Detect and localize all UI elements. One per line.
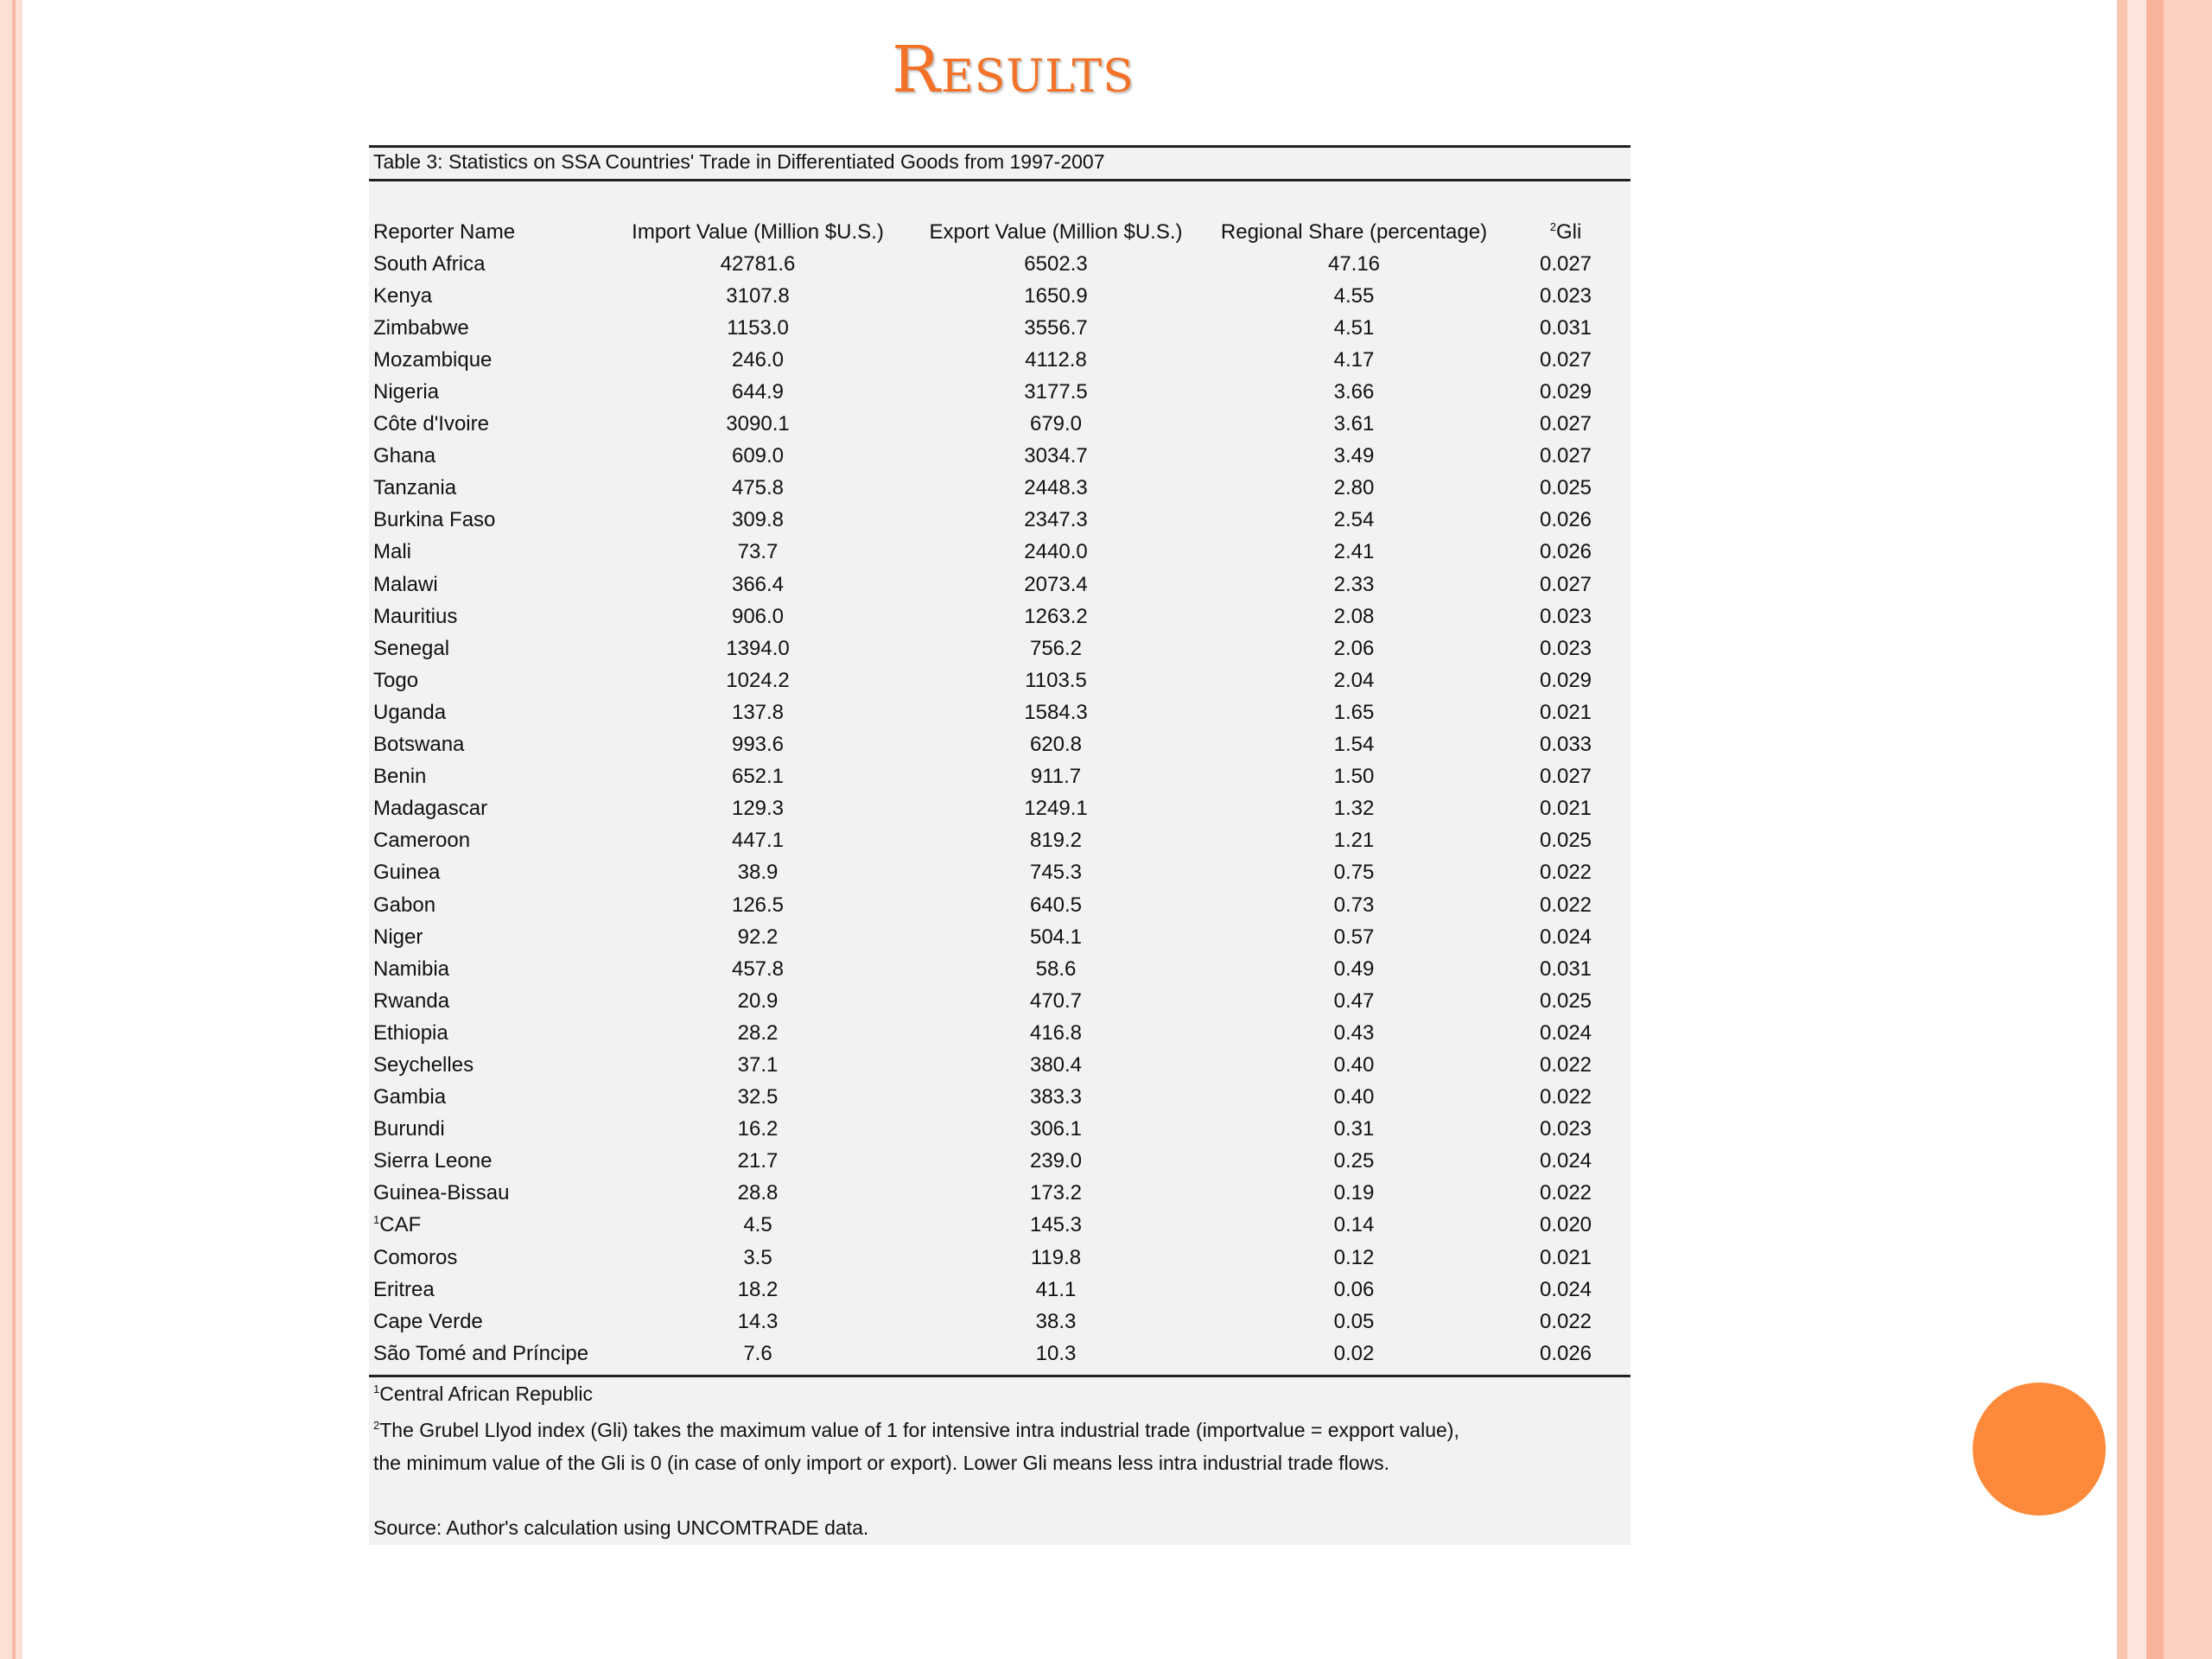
cell-reporter-name [369,729,615,761]
reporter-name-text: Madagascar [373,797,488,821]
cell-regional-share: 0.12 [1333,1245,1375,1269]
cell-regional-share: 0.75 [1333,861,1375,885]
cell-import-value: 16.2 [737,1117,779,1141]
cell-export-value: 239.0 [1029,1149,1083,1173]
cell-export-value: 383.3 [1029,1085,1083,1109]
reporter-name-text: Burkina Faso [373,508,496,532]
reporter-name-text: Eritrea [373,1277,435,1301]
cell-gli: 0.021 [1539,797,1592,821]
cell-reporter-name [369,1338,615,1370]
cell-reporter-name [369,857,615,889]
cell-import-value: 475.8 [731,476,785,500]
cell-regional-share: 3.61 [1333,412,1375,436]
cell-reporter-name [369,985,615,1017]
cell-export-value: 2073.4 [1024,572,1088,596]
reporter-name-text: Senegal [373,636,450,660]
table-row [369,537,1635,569]
cell-import-value: 21.7 [737,1149,779,1173]
cell-gli: 0.024 [1539,1149,1592,1173]
cell-regional-share: 0.05 [1333,1309,1375,1333]
cell-regional-share: 3.49 [1333,444,1375,468]
table-caption: Table 3: Statistics on SSA Countries' Trade in Differentiated Goods from 1997-2007 [373,150,1105,173]
reporter-name-text: Cape Verde [373,1309,483,1333]
cell-gli: 0.026 [1539,1341,1592,1365]
cell-import-value: 993.6 [731,733,785,757]
reporter-name-text: Côte d'Ivoire [373,412,489,436]
table-body [369,248,1635,1370]
cell-import-value: 7.6 [743,1341,772,1365]
cell-gli: 0.024 [1539,925,1592,949]
cell-reporter-name [369,1274,615,1306]
cell-reporter-name [369,696,615,728]
footnote-2-line-2: the minimum value of the Gli is 0 (in case of only import or export). Lower Gli means less intra industrial trade flows. [373,1452,1390,1474]
reporter-name-text: Benin [373,765,427,789]
cell-export-value: 416.8 [1029,1020,1083,1045]
table-row [369,248,1635,280]
table-row [369,1114,1635,1146]
cell-import-value: 609.0 [731,444,785,468]
reporter-name-text: Malawi [373,572,438,596]
cell-reporter-name [369,1210,615,1242]
table-row [369,664,1635,696]
cell-import-value: 3090.1 [726,412,790,436]
cell-export-value: 640.5 [1029,893,1083,917]
cell-reporter-name [369,376,615,408]
table-row [369,1017,1635,1049]
cell-regional-share: 0.43 [1333,1020,1375,1045]
table-row [369,1178,1635,1210]
cell-import-value: 457.8 [731,957,785,981]
table-row [369,696,1635,728]
cell-import-value: 4.5 [743,1213,772,1237]
table-row [369,761,1635,793]
cell-import-value: 92.2 [737,925,779,949]
cell-reporter-name [369,1114,615,1146]
cell-gli: 0.027 [1539,444,1592,468]
table-row [369,569,1635,601]
reporter-name-text: Guinea-Bissau [373,1181,510,1205]
table-header-row [369,216,1635,248]
table-row [369,985,1635,1017]
table-row [369,1274,1635,1306]
cell-import-value: 73.7 [737,540,779,564]
header-gli-label: Gli [1555,219,1582,244]
table-row [369,889,1635,921]
cell-reporter-name [369,761,615,793]
cell-gli: 0.027 [1539,347,1592,372]
cell-gli: 0.025 [1539,988,1592,1013]
cell-regional-share: 0.31 [1333,1117,1375,1141]
cell-reporter-name [369,505,615,537]
cell-import-value: 28.8 [737,1181,779,1205]
cell-import-value: 14.3 [737,1309,779,1333]
table-row [369,473,1635,505]
cell-export-value: 1650.9 [1024,283,1088,308]
cell-export-value: 756.2 [1029,636,1083,660]
right-border-stripe-1 [2117,0,2127,1659]
cell-gli: 0.023 [1539,636,1592,660]
header-gli-footnote-mark: 2 [1549,219,1556,233]
cell-reporter-name [369,1306,615,1338]
table-row [369,441,1635,473]
cell-export-value: 3177.5 [1024,380,1088,404]
cell-regional-share: 1.32 [1333,797,1375,821]
cell-import-value: 38.9 [737,861,779,885]
table-row [369,1242,1635,1274]
cell-export-value: 58.6 [1035,957,1077,981]
cell-export-value: 10.3 [1035,1341,1077,1365]
cell-import-value: 32.5 [737,1085,779,1109]
table-row [369,793,1635,825]
cell-import-value: 906.0 [731,604,785,628]
cell-import-value: 447.1 [731,829,785,853]
reporter-name-text: Nigeria [373,380,440,404]
cell-gli: 0.022 [1539,1181,1592,1205]
reporter-name-text: Ethiopia [373,1020,448,1045]
reporter-name-text: CAF [379,1213,422,1237]
table-row [369,825,1635,857]
cell-regional-share: 47.16 [1327,251,1381,276]
cell-regional-share: 0.73 [1333,893,1375,917]
header-gli [1497,216,1635,248]
cell-gli: 0.026 [1539,508,1592,532]
cell-gli: 0.033 [1539,733,1592,757]
cell-export-value: 745.3 [1029,861,1083,885]
cell-reporter-name [369,1017,615,1049]
cell-import-value: 3107.8 [726,283,790,308]
cell-gli: 0.023 [1539,604,1592,628]
cell-export-value: 380.4 [1029,1052,1083,1077]
cell-export-value: 819.2 [1029,829,1083,853]
cell-regional-share: 0.02 [1333,1341,1375,1365]
cell-reporter-name [369,825,615,857]
reporter-name-text: Mali [373,540,412,564]
cell-gli: 0.027 [1539,251,1592,276]
reporter-name-text: Namibia [373,957,450,981]
cell-import-value: 18.2 [737,1277,779,1301]
table-row [369,729,1635,761]
cell-reporter-name [369,889,615,921]
cell-gli: 0.027 [1539,765,1592,789]
reporter-name-text: Gambia [373,1085,447,1109]
cell-reporter-name [369,1146,615,1178]
cell-reporter-name [369,793,615,825]
cell-export-value: 119.8 [1030,1245,1082,1269]
cell-reporter-name [369,632,615,664]
cell-reporter-name [369,473,615,505]
reporter-name-text: Tanzania [373,476,457,500]
cell-gli: 0.029 [1539,668,1592,692]
slide-title: Results [892,33,1135,107]
cell-import-value: 1024.2 [726,668,790,692]
cell-reporter-name [369,248,615,280]
cell-regional-share: 4.51 [1333,315,1375,340]
cell-regional-share: 2.54 [1333,508,1375,532]
cell-import-value: 28.2 [737,1020,779,1045]
cell-export-value: 3556.7 [1024,315,1088,340]
table-bottom-rule [369,1375,1630,1377]
cell-export-value: 1249.1 [1024,797,1088,821]
cell-import-value: 1394.0 [726,636,790,660]
reporter-name-text: Burundi [373,1117,445,1141]
footnote-2-line-1 [373,1419,1459,1442]
cell-export-value: 1584.3 [1024,700,1088,724]
cell-export-value: 41.1 [1035,1277,1077,1301]
cell-export-value: 2440.0 [1024,540,1088,564]
cell-export-value: 2347.3 [1024,508,1088,532]
footnote-2-mark: 2 [373,1419,380,1432]
table-row [369,1049,1635,1081]
cell-reporter-name [369,953,615,985]
cell-gli: 0.029 [1539,380,1592,404]
reporter-name-text: Mozambique [373,347,493,372]
cell-regional-share: 1.54 [1333,733,1375,757]
cell-gli: 0.021 [1539,700,1592,724]
caption-bottom-rule [369,179,1630,181]
reporter-name-text: Sierra Leone [373,1149,493,1173]
cell-regional-share: 2.08 [1333,604,1375,628]
reporter-name-text: South Africa [373,251,486,276]
table-row [369,505,1635,537]
decorative-orange-circle [1973,1382,2106,1516]
table-row [369,857,1635,889]
table-row [369,344,1635,376]
reporter-name-text: Cameroon [373,829,471,853]
cell-regional-share: 2.33 [1333,572,1375,596]
cell-reporter-name [369,312,615,344]
cell-import-value: 246.0 [731,347,785,372]
reporter-name-text: Togo [373,668,419,692]
cell-reporter-name [369,441,615,473]
reporter-name-text: São Tomé and Príncipe [373,1341,589,1365]
right-border-stripe-2 [2127,0,2146,1659]
cell-regional-share: 2.06 [1333,636,1375,660]
cell-export-value: 173.2 [1029,1181,1083,1205]
table-row [369,1306,1635,1338]
cell-gli: 0.031 [1539,315,1592,340]
cell-gli: 0.031 [1539,957,1592,981]
cell-reporter-name [369,664,615,696]
table-row [369,632,1635,664]
table-row [369,280,1635,312]
table-row [369,1338,1635,1370]
cell-import-value: 126.5 [731,893,785,917]
cell-gli: 0.022 [1539,1052,1592,1077]
cell-reporter-name [369,344,615,376]
cell-gli: 0.024 [1539,1277,1592,1301]
cell-regional-share: 0.40 [1333,1085,1375,1109]
cell-export-value: 1103.5 [1025,668,1087,692]
reporter-name-text: Botswana [373,733,465,757]
cell-export-value: 145.3 [1029,1213,1083,1237]
table-row [369,1082,1635,1114]
cell-regional-share: 2.80 [1333,476,1375,500]
cell-regional-share: 1.21 [1333,829,1375,853]
cell-reporter-name [369,601,615,632]
cell-reporter-name [369,280,615,312]
cell-gli: 0.022 [1539,1085,1592,1109]
cell-reporter-name [369,1082,615,1114]
cell-import-value: 129.3 [731,797,785,821]
cell-import-value: 20.9 [737,988,779,1013]
cell-regional-share: 2.41 [1333,540,1375,564]
reporter-name-text: Gabon [373,893,436,917]
cell-regional-share: 1.65 [1333,700,1375,724]
cell-import-value: 1153.0 [727,315,789,340]
cell-reporter-name [369,1242,615,1274]
cell-export-value: 2448.3 [1024,476,1088,500]
cell-reporter-name [369,409,615,441]
cell-regional-share: 3.66 [1333,380,1375,404]
table-row [369,409,1635,441]
cell-regional-share: 0.25 [1333,1149,1375,1173]
cell-export-value: 620.8 [1029,733,1083,757]
cell-export-value: 38.3 [1035,1309,1077,1333]
cell-import-value: 652.1 [731,765,785,789]
trade-statistics-table [369,216,1635,1370]
cell-import-value: 37.1 [737,1052,779,1077]
cell-gli: 0.022 [1539,1309,1592,1333]
table-row [369,921,1635,953]
table-top-rule [369,145,1630,148]
footnote-2-text-1: The Grubel Llyod index (Gli) takes the maximum value of 1 for intensive intra industrial trade (importvalue = expport value), [379,1419,1459,1441]
reporter-name-text: Kenya [373,283,433,308]
left-border-stripe [0,0,22,1659]
cell-regional-share: 0.06 [1333,1277,1375,1301]
reporter-name-text: Rwanda [373,988,450,1013]
cell-regional-share: 4.55 [1333,283,1375,308]
footnote-1 [373,1382,593,1406]
table-row [369,1210,1635,1242]
cell-import-value: 366.4 [731,572,785,596]
left-border-line [12,0,16,1659]
reporter-name-text: Guinea [373,861,441,885]
cell-gli: 0.027 [1539,412,1592,436]
table-row [369,1146,1635,1178]
cell-import-value: 42781.6 [720,251,796,276]
header-export-value: Export Value (Million $U.S.) [929,219,1183,244]
cell-regional-share: 4.17 [1333,347,1375,372]
cell-regional-share: 2.04 [1333,668,1375,692]
cell-regional-share: 1.50 [1333,765,1375,789]
cell-import-value: 644.9 [731,380,785,404]
cell-regional-share: 0.19 [1333,1181,1375,1205]
footnote-1-mark: 1 [373,1382,380,1395]
cell-gli: 0.023 [1539,1117,1592,1141]
cell-reporter-name [369,569,615,601]
cell-regional-share: 0.14 [1333,1213,1375,1237]
cell-gli: 0.025 [1539,476,1592,500]
table-row [369,953,1635,985]
table-row [369,376,1635,408]
reporter-name-text: Comoros [373,1245,458,1269]
cell-export-value: 4112.8 [1025,347,1087,372]
cell-regional-share: 0.40 [1333,1052,1375,1077]
cell-gli: 0.022 [1539,861,1592,885]
cell-export-value: 6502.3 [1024,251,1088,276]
cell-gli: 0.024 [1539,1020,1592,1045]
header-regional-share: Regional Share (percentage) [1220,219,1488,244]
header-reporter-name: Reporter Name [373,219,516,244]
footnote-1-text: Central African Republic [379,1382,593,1405]
table-row [369,312,1635,344]
cell-regional-share: 0.49 [1333,957,1375,981]
reporter-name-text: Seychelles [373,1052,474,1077]
cell-import-value: 309.8 [731,508,785,532]
cell-reporter-name [369,1178,615,1210]
reporter-name-text: Ghana [373,444,436,468]
cell-export-value: 504.1 [1029,925,1083,949]
cell-regional-share: 0.47 [1333,988,1375,1013]
cell-gli: 0.023 [1539,283,1592,308]
cell-import-value: 3.5 [743,1245,772,1269]
right-border-stripe-3 [2146,0,2164,1659]
reporter-name-text: Niger [373,925,423,949]
cell-gli: 0.025 [1539,829,1592,853]
cell-gli: 0.020 [1539,1213,1592,1237]
cell-export-value: 911.7 [1030,765,1082,789]
reporter-name-text: Mauritius [373,604,458,628]
cell-export-value: 470.7 [1029,988,1083,1013]
right-border-stripe-4 [2164,0,2212,1659]
cell-export-value: 679.0 [1029,412,1083,436]
cell-export-value: 3034.7 [1024,444,1088,468]
footnote-mark: 1 [373,1213,380,1227]
reporter-name-text: Uganda [373,700,447,724]
reporter-name-text: Zimbabwe [373,315,469,340]
cell-export-value: 1263.2 [1024,604,1088,628]
source-note: Source: Author's calculation using UNCOMTRADE data. [373,1516,869,1539]
cell-import-value: 137.8 [731,700,785,724]
cell-gli: 0.022 [1539,893,1592,917]
cell-reporter-name [369,921,615,953]
cell-gli: 0.027 [1539,572,1592,596]
table-row [369,601,1635,632]
cell-regional-share: 0.57 [1333,925,1375,949]
cell-export-value: 306.1 [1029,1117,1083,1141]
cell-gli: 0.026 [1539,540,1592,564]
header-import-value: Import Value (Million $U.S.) [632,219,884,244]
cell-gli: 0.021 [1539,1245,1592,1269]
cell-reporter-name [369,537,615,569]
cell-reporter-name [369,1049,615,1081]
